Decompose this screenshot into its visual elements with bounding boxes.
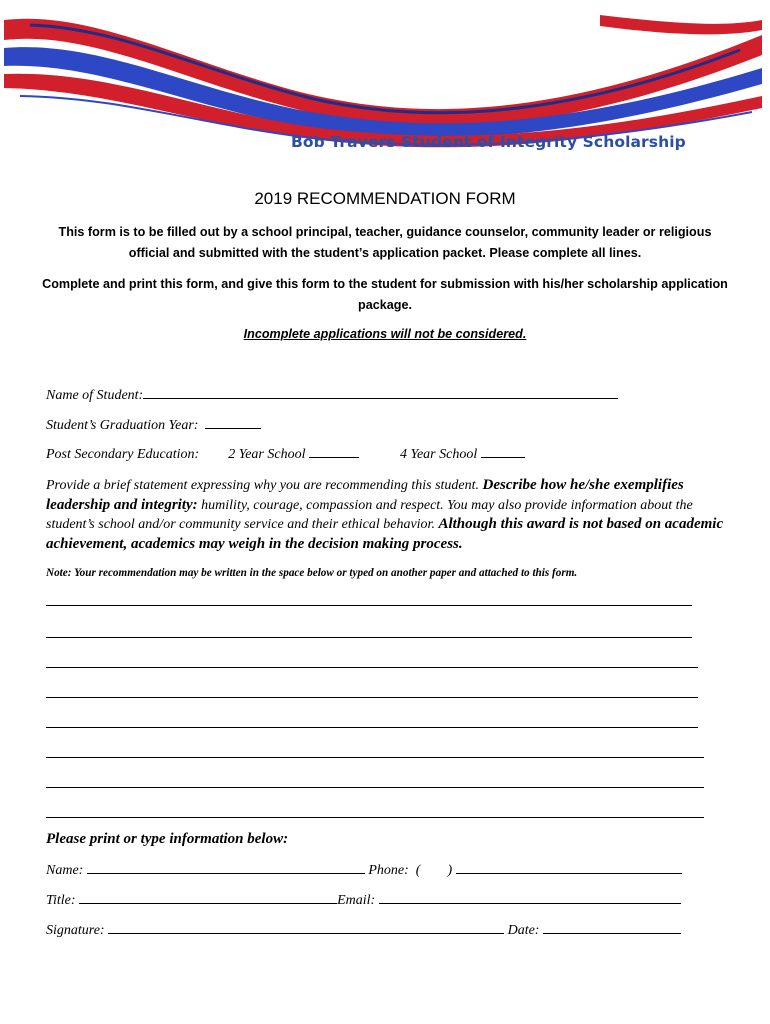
statement-emphasis-2: Although this award is not based on academic achievement, academics may weigh in the decision making process.	[46, 516, 724, 552]
writing-line-7[interactable]	[46, 787, 704, 788]
recommender-info-heading: Please print or type information below:	[46, 831, 289, 847]
statement-emphasis-1: Describe how he/she exemplifies leadership and integrity:	[46, 477, 684, 513]
phone-area-close: )	[447, 863, 453, 878]
form-title: 2019 RECOMMENDATION FORM	[254, 189, 516, 208]
recommender-title-line[interactable]	[79, 892, 337, 904]
recommendation-note: Note: Your recommendation may be written in the space below or typed on another paper and attached to this form.	[46, 567, 578, 579]
four-year-line[interactable]	[481, 446, 525, 458]
post-secondary-row	[46, 446, 525, 463]
graduation-year-label: Student’s Graduation Year:	[46, 418, 199, 433]
student-name-label: Name of Student:	[46, 388, 144, 403]
writing-line-4[interactable]	[46, 697, 698, 698]
incomplete-warning: Incomplete applications will not be considered.	[243, 327, 527, 341]
writing-line-3[interactable]	[46, 667, 698, 668]
writing-line-5[interactable]	[46, 727, 698, 728]
writing-line-2[interactable]	[46, 637, 692, 638]
writing-line-6[interactable]	[46, 757, 704, 758]
intro-paragraph: This form is to be filled out by a school principal, teacher, guidance counselor, community leader or religious official and submitted with the student’s application packet. Please complete all lines.	[58, 225, 712, 260]
print-instructions: Complete and print this form, and give this form to the student for submission with his/her scholarship application package.	[42, 277, 728, 312]
date-label: Date:	[507, 923, 540, 938]
signature-line[interactable]	[108, 922, 504, 934]
phone-number-line[interactable]	[456, 862, 682, 874]
post-secondary-label: Post Secondary Education:	[46, 447, 200, 462]
recommender-title-email-row	[46, 892, 681, 909]
four-year-label: 4 Year School	[399, 447, 478, 462]
two-year-label: 2 Year School	[228, 447, 306, 462]
recommender-name-line[interactable]	[87, 862, 365, 874]
recommender-name-label: Name:	[46, 863, 84, 878]
writing-line-8[interactable]	[46, 817, 704, 818]
statement-text-2: humility, courage, compassion and respect. You may also provide information about the student’s school and/or community service and their ethical behavior.	[46, 497, 693, 532]
email-line[interactable]	[379, 892, 681, 904]
recommender-title-label: Title:	[46, 893, 76, 908]
graduation-year-line[interactable]	[205, 417, 261, 429]
statement-text-1: Provide a brief statement expressing why you are recommending this student.	[46, 478, 483, 493]
recommender-name-phone-row	[46, 862, 682, 879]
signature-label: Signature:	[46, 923, 105, 938]
signature-date-row	[46, 922, 681, 939]
date-line[interactable]	[543, 922, 681, 934]
two-year-line[interactable]	[309, 446, 359, 458]
phone-label: Phone:	[368, 863, 409, 878]
student-name-row	[46, 387, 618, 404]
email-label: Email:	[337, 893, 376, 908]
statement-instructions	[46, 476, 736, 554]
scholarship-banner	[0, 0, 770, 170]
phone-area-open: (	[415, 863, 421, 878]
graduation-year-row	[46, 417, 261, 434]
banner-title: Bob Travers Student of Integrity Scholarship	[291, 133, 686, 151]
writing-line-1[interactable]	[46, 605, 692, 606]
student-name-line[interactable]	[143, 387, 618, 399]
